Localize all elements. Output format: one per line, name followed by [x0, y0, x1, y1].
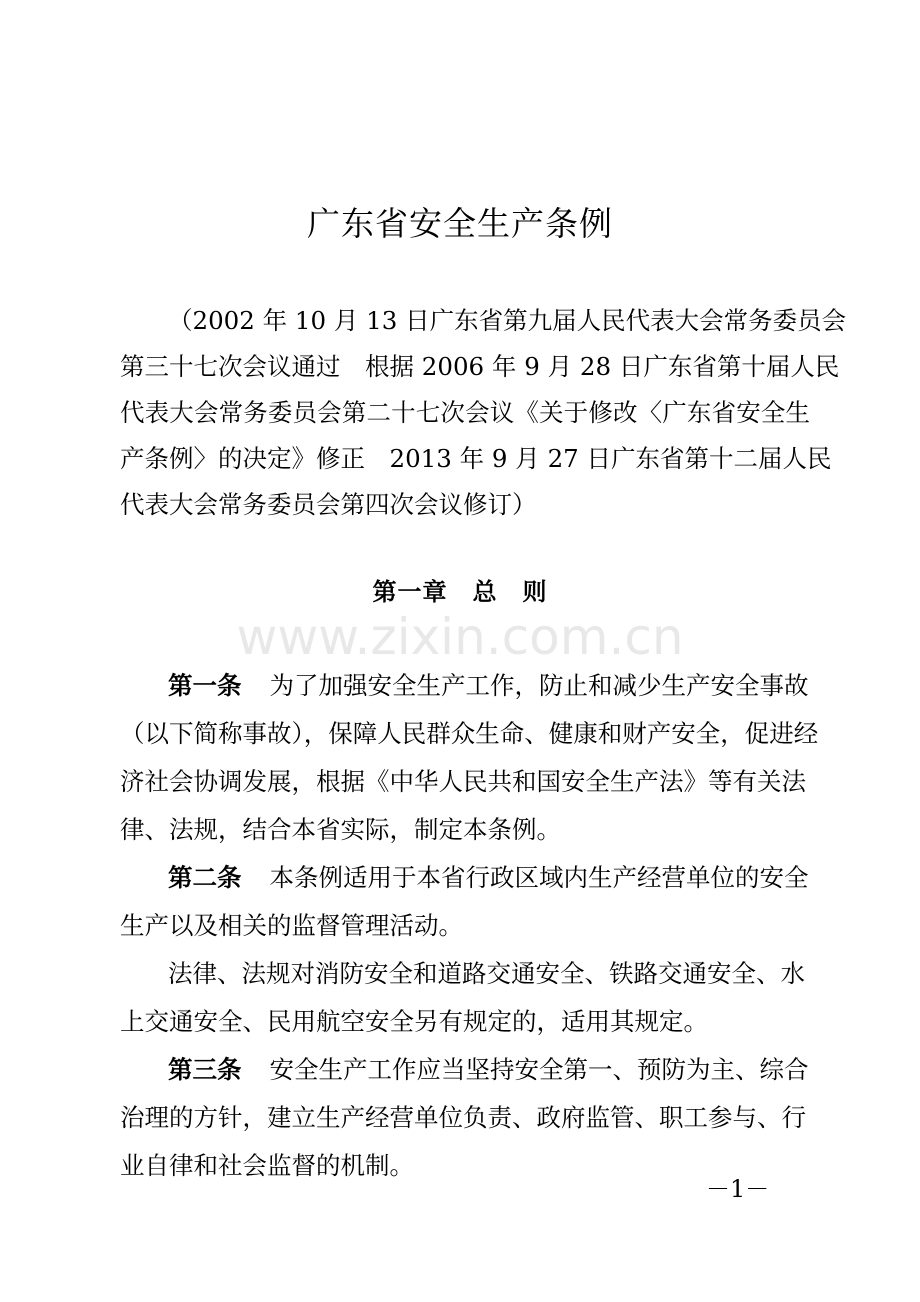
article-2: [120, 854, 809, 950]
article-1: [120, 662, 819, 854]
article-label: 第二条: [168, 863, 242, 892]
article-line: [120, 854, 809, 902]
article-text: 为了加强安全生产工作，防止和减少生产安全事故: [269, 671, 809, 700]
article-line: 业自律和社会监督的机制。: [120, 1151, 414, 1180]
article-2-clause: [120, 950, 804, 1046]
history-line: 代表大会常务委员会第四次会议修订）: [120, 490, 537, 519]
article-line: 法律、法规对消防安全和道路交通安全、铁路交通安全、水: [168, 959, 805, 988]
watermark: www.zixin.com.cn: [236, 608, 684, 666]
article-line: 治理的方针，建立生产经营单位负责、政府监管、职工参与、行: [120, 1103, 806, 1132]
document-body: [120, 662, 819, 1190]
chapter-heading: 第一章 总 则: [372, 578, 548, 606]
article-line: [120, 662, 809, 710]
page-number: －1－: [706, 1175, 770, 1203]
article-line: 济社会协调发展，根据《中华人民共和国安全生产法》等有关法: [120, 767, 806, 796]
history-line: 代表大会常务委员会第二十七次会议《关于修改〈广东省安全生: [120, 398, 810, 427]
article-label: 第三条: [168, 1055, 242, 1084]
article-line: 上交通安全、民用航空安全另有规定的，适用其规定。: [120, 1007, 708, 1036]
history-line: 第三十七次会议通过 根据 2006 年 9 月 28 日广东省第十届人民: [120, 352, 840, 381]
article-line: 律、法规，结合本省实际，制定本条例。: [120, 815, 561, 844]
article-text: 本条例适用于本省行政区域内生产经营单位的安全: [269, 863, 809, 892]
article-line: 生产以及相关的监督管理活动。: [120, 911, 463, 940]
article-text: 安全生产工作应当坚持安全第一、预防为主、综合: [269, 1055, 809, 1084]
document-title: 广东省安全生产条例: [307, 204, 613, 243]
article-label: 第一条: [168, 671, 242, 700]
history-line: （2002 年 10 月 13 日广东省第九届人民代表大会常务委员会: [168, 306, 847, 335]
article-line: （以下简称事故），保障人民群众生命、健康和财产安全，促进经: [120, 719, 819, 748]
history-line: 产条例〉的决定》修正 2013 年 9 月 27 日广东省第十二届人民: [120, 444, 832, 473]
article-line: [120, 1046, 809, 1094]
legislative-history: [120, 298, 847, 528]
article-3: [120, 1046, 809, 1190]
